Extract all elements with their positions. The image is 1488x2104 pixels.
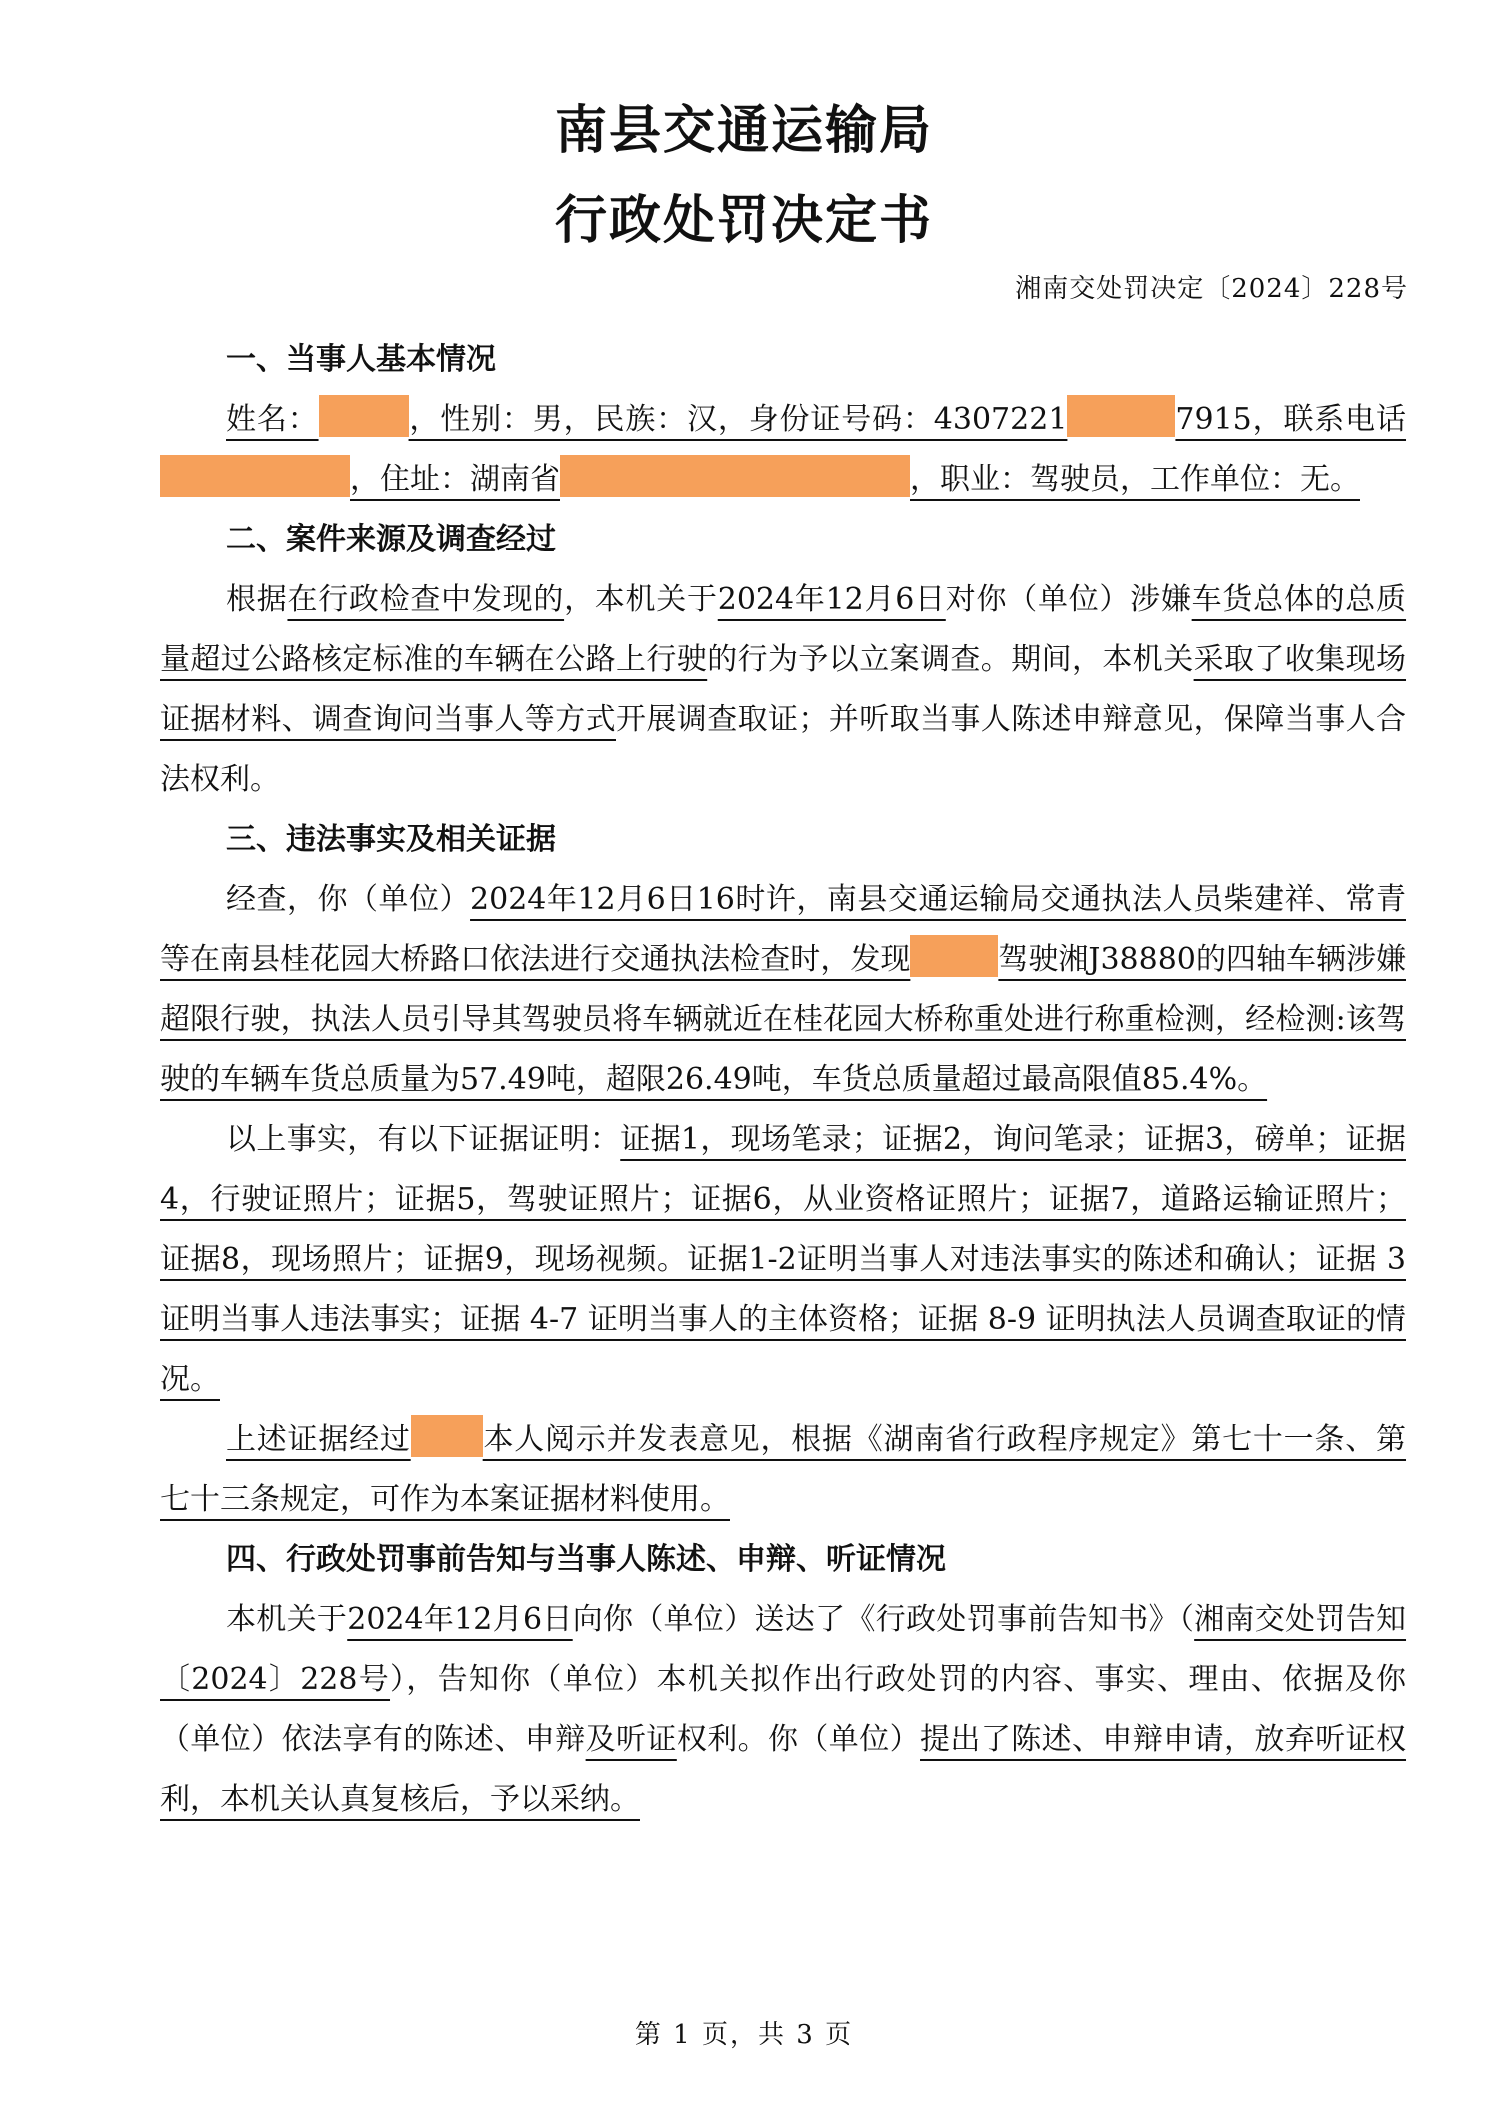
party-info-text: 姓名： ，性别：男，民族：汉，身份证号码：4307221 7915，联系电话，住址：湖南省 ，职业：驾驶员，工作单位：无。: [160, 402, 1406, 497]
section1-heading: 一、当事人基本情况: [226, 342, 496, 377]
section3-evidence-list: 以上事实，有以下证据证明：证据1，现场笔录；证据2，询问笔录；证据3，磅单；证据4，行驶证照片；证据5，驾驶证照片；证据6，从业资格证照片；证据7，道路运输证照片；证据8，现场照片；证据9，现场视频。证据1-2证明当事人对违法事实的陈述和确认；证据 3 证明当事人违法事实；证据 4-7 证明当事人的主体资格；证据 8-9 证明执法人员调查取证的情况。: [160, 1122, 1406, 1397]
page-number: 第 1 页，共 3 页: [634, 2020, 854, 2050]
redacted-id-number: [1067, 395, 1175, 437]
redacted-driver-name: [910, 935, 998, 977]
redacted-phone: [160, 455, 350, 497]
redacted-name: [319, 395, 409, 437]
section2-case-source: 根据在行政检查中发现的，本机关于2024年12月6日对你（单位）涉嫌车货总体的总质量超过公路核定标准的车辆在公路上行驶的行为予以立案调查。期间，本机关采取了收集现场证据材料、调查询问当事人等方式开展调查取证；并听取当事人陈述申辩意见，保障当事人合法权利。: [160, 582, 1407, 797]
section4-heading: 四、行政处罚事前告知与当事人陈述、申辩、听证情况: [226, 1542, 946, 1577]
redacted-party-name: [411, 1415, 483, 1457]
section3-heading: 三、违法事实及相关证据: [226, 822, 556, 857]
section4-notice: 本机关于2024年12月6日向你（单位）送达了《行政处罚事前告知书》（湘南交处罚告知〔2024〕228号），告知你（单位）本机关拟作出行政处罚的内容、事实、理由、依据及你（单位）依法享有的陈述、申辩及听证权利。你（单位）提出了陈述、申辩申请，放弃听证权利，本机关认真复核后，予以采纳。: [160, 1602, 1407, 1817]
document-body: [160, 330, 1406, 1830]
section3-facts: 经查，你（单位）2024年12月6日16时许，南县交通运输局交通执法人员柴建祥、常青等在南县桂花园大桥路口依法进行交通执法检查时，发现 驾驶湘J38880的四轴车辆涉嫌超限行驶，执法人员引导其驾驶员将车辆就近在桂花园大桥称重处进行称重检测，经检测:该驾驶的车辆车货总质量为57.49吨，超限26.49吨，车货总质量超过最高限值85.4%。: [160, 882, 1406, 1097]
section3-evidence-review: 上述证据经过 本人阅示并发表意见，根据《湖南省行政程序规定》第七十一条、第七十三条规定，可作为本案证据材料使用。: [160, 1410, 1406, 1530]
document-title-type: 行政处罚决定书: [554, 191, 933, 251]
redacted-address: [560, 455, 910, 497]
document-title-agency: 南县交通运输局: [554, 101, 933, 161]
document-number: 湘南交处罚决定〔2024〕228号: [1015, 274, 1408, 304]
section1-party-info: [160, 390, 1406, 510]
section2-heading: 二、案件来源及调查经过: [226, 522, 556, 557]
